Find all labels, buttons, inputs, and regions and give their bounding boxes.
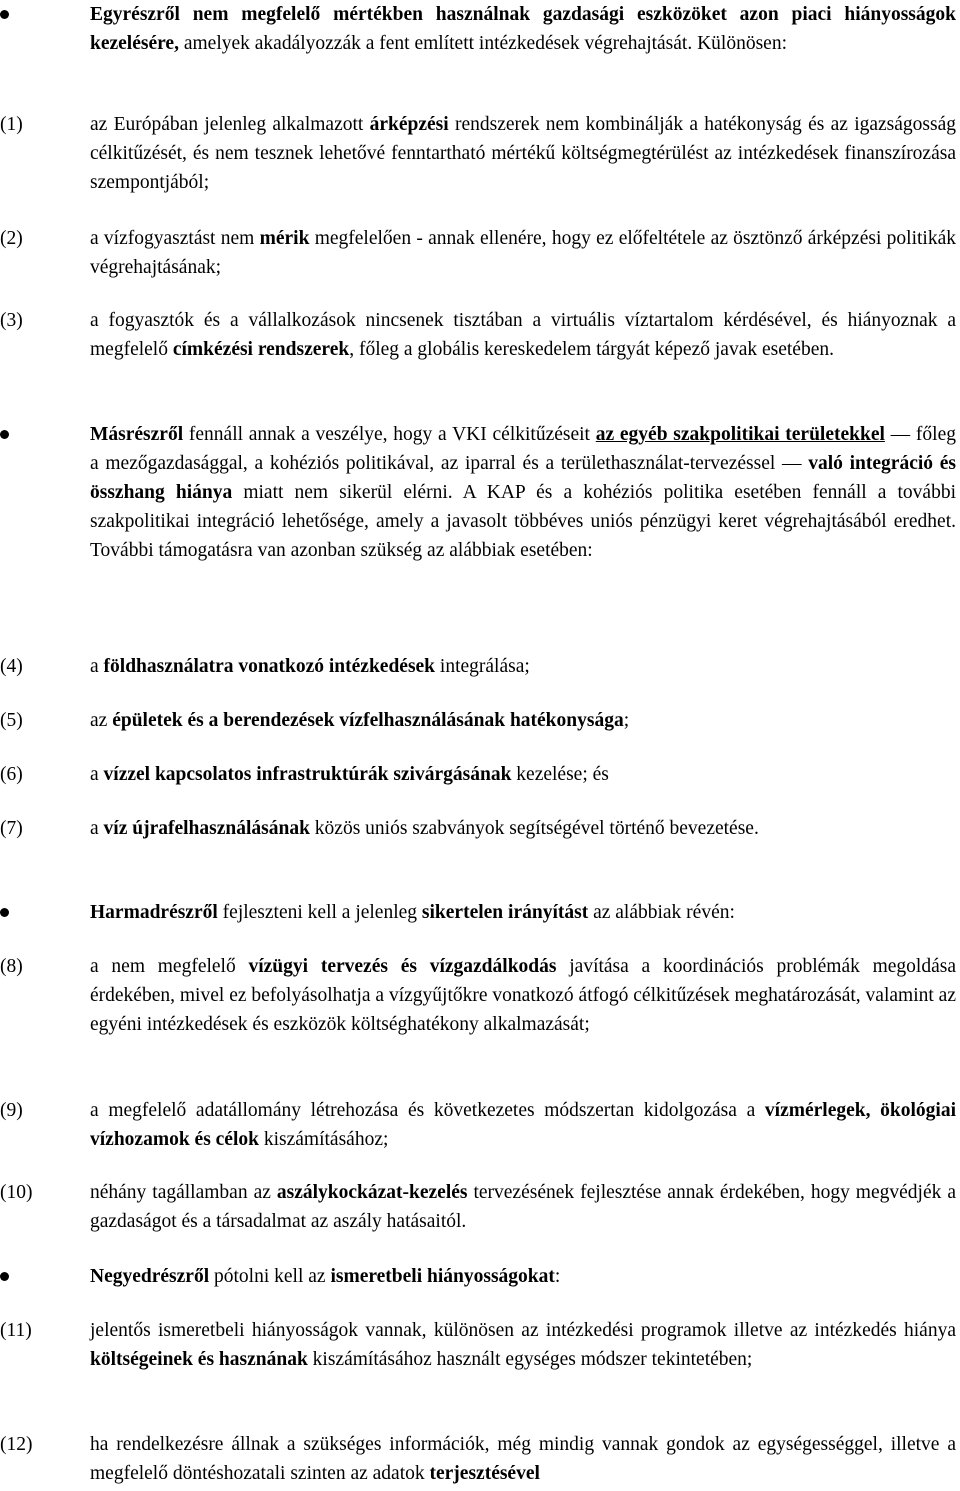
paragraph-text	[90, 1316, 956, 1374]
text-run: kiszámításához;	[258, 1129, 389, 1150]
paragraph-text	[90, 814, 956, 843]
text-run: néhány tagállamban az	[90, 1182, 277, 1203]
paragraph-text	[90, 224, 956, 282]
text-run: fejleszteni kell a jelenleg	[217, 902, 422, 923]
text-run: pótolni kell az	[209, 1266, 331, 1287]
text-run: kezelése; és	[511, 764, 609, 785]
text-run: a vízfogyasztást nem	[90, 228, 260, 249]
paragraph-text	[90, 706, 956, 735]
paragraph-text	[90, 1096, 956, 1154]
text-run: miatt nem sikerül elérni. A KAP és a kohéziós politika esetében fennáll a további szakpolitikai integráció lehetősége, amely a javasolt többéves uniós pénzügyi keret végrehajtásából eredhet. További támogatásra van azonban szükség az alábbiak esetében:	[90, 482, 956, 561]
text-run: fennáll annak a veszélye, hogy a VKI célkitűzéseit	[183, 424, 596, 445]
text-run: a	[90, 656, 104, 677]
bullet-icon	[0, 908, 9, 917]
text-run: közös uniós szabványok segítségével történő bevezetése.	[309, 818, 759, 839]
bold-text: mérik	[259, 228, 310, 249]
bold-text: víz újrafelhasználásának	[103, 818, 310, 839]
text-run: jelentős ismeretbeli hiányosságok vannak, különösen az intézkedési programok illetve az intézkedés hiánya	[90, 1320, 956, 1341]
text-run: integrálása;	[435, 656, 530, 677]
paragraph-text	[90, 652, 956, 681]
item-number: (4)	[0, 656, 23, 677]
paragraph-text	[90, 306, 956, 364]
bold-text: címkézési rendszerek	[172, 339, 350, 360]
bold-text: épületek és a berendezések vízfelhasználásának hatékonysága	[112, 710, 624, 731]
paragraph-text	[90, 760, 956, 789]
bold-text: vízzel kapcsolatos infrastruktúrák szivárgásának	[103, 764, 512, 785]
bullet-icon	[0, 430, 9, 439]
text-run: — főleg a mezőgazdasággal, a kohéziós politikával, az iparral és a területhasználat-tervezéssel —	[90, 424, 956, 474]
bold-text: terjesztésével	[429, 1463, 540, 1484]
bold-text: aszálykockázat-kezelés	[276, 1182, 468, 1203]
item-number: (8)	[0, 956, 23, 977]
text-run: javítása a koordinációs problémák megoldása érdekében, mivel ez befolyásolhatja a vízgyűjtőkre vonatkozó átfogó célkitűzések meghatározását, valamint az egyéni intézkedések és eszközök költséghatékony alkalmazását;	[90, 956, 957, 1035]
paragraph-text	[90, 952, 956, 1039]
paragraph-text	[90, 1178, 956, 1236]
bullet-icon	[0, 10, 9, 19]
text-run: az	[90, 710, 113, 731]
item-number: (5)	[0, 710, 23, 731]
item-number: (12)	[0, 1434, 33, 1455]
text-run: ha rendelkezésre állnak a szükséges információk, még mindig vannak gondok az egységességgel, illetve a megfelelő döntéshozatali szinten az adatok	[90, 1434, 956, 1484]
text-run: :	[554, 1266, 561, 1287]
text-run: az Európában jelenleg alkalmazott	[90, 114, 370, 135]
item-number: (6)	[0, 764, 23, 785]
bold-text: árképzési	[369, 114, 449, 135]
bullet-icon	[0, 1272, 9, 1281]
text-run: az alábbiak révén:	[588, 902, 735, 923]
text-run: a	[90, 818, 104, 839]
paragraph-text	[90, 110, 956, 197]
item-number: (9)	[0, 1100, 23, 1121]
bold-text: sikertelen irányítást	[421, 902, 589, 923]
text-run: kiszámításához használt egységes módszer tekintetében;	[307, 1349, 753, 1370]
item-number: (2)	[0, 228, 23, 249]
bold-text: Negyedrészről	[90, 1266, 210, 1287]
paragraph-text	[90, 1430, 956, 1488]
bold-text: vízügyi tervezés és vízgazdálkodás	[248, 956, 557, 977]
text-run: ;	[623, 710, 630, 731]
bold-text: ismeretbeli hiányosságokat	[330, 1266, 555, 1287]
text-run: tervezésének fejlesztése annak érdekében, hogy megvédjék a gazdaságot és a társadalmat az aszály hatásaitól.	[90, 1182, 956, 1232]
text-run: , főleg a globális kereskedelem tárgyát képező javak esetében.	[349, 339, 834, 360]
item-number: (10)	[0, 1182, 33, 1203]
paragraph-text	[90, 0, 956, 58]
paragraph-text	[90, 898, 956, 927]
text-run: rendszerek nem kombinálják a hatékonyság és az igazságosság célkitűzését, és nem tesznek lehetővé fenntartható mértékű költségmegtérülést az intézkedések finanszírozása szempontjából;	[90, 114, 957, 193]
bold-text: az egyéb szakpolitikai területekkel	[595, 424, 885, 445]
bold-text: költségeinek és hasznának	[90, 1349, 308, 1370]
text-run: a	[90, 764, 104, 785]
bold-text: Harmadrészről	[90, 902, 218, 923]
text-run: amelyek akadályozzák a fent említett intézkedések végrehajtását. Különösen:	[178, 33, 788, 54]
bold-text: Másrészről	[90, 424, 184, 445]
item-number: (7)	[0, 818, 23, 839]
item-number: (1)	[0, 114, 23, 135]
bold-text: való integráció és összhang hiánya	[90, 453, 956, 503]
paragraph-text	[90, 1262, 956, 1291]
text-run: megfelelően - annak ellenére, hogy ez előfeltétele az ösztönző árképzési politikák végrehajtásának;	[90, 228, 956, 278]
item-number: (3)	[0, 310, 23, 331]
text-run: a nem megfelelő	[90, 956, 249, 977]
text-run: a fogyasztók és a vállalkozások nincsenek tisztában a virtuális víztartalom kérdésével, és hiányoznak a megfelelő	[90, 310, 956, 360]
bold-text: vízmérlegek, ökológiai vízhozamok és célok	[90, 1100, 956, 1150]
bold-text: Egyrészről nem megfelelő mértékben használnak gazdasági eszközöket azon piaci hiányosságok kezelésére,	[90, 4, 956, 54]
bold-text: földhasználatra vonatkozó intézkedések	[103, 656, 436, 677]
paragraph-text	[90, 420, 956, 565]
text-run: a megfelelő adatállomány létrehozása és következetes módszertan kidolgozása a	[90, 1100, 765, 1121]
item-number: (11)	[0, 1320, 32, 1341]
